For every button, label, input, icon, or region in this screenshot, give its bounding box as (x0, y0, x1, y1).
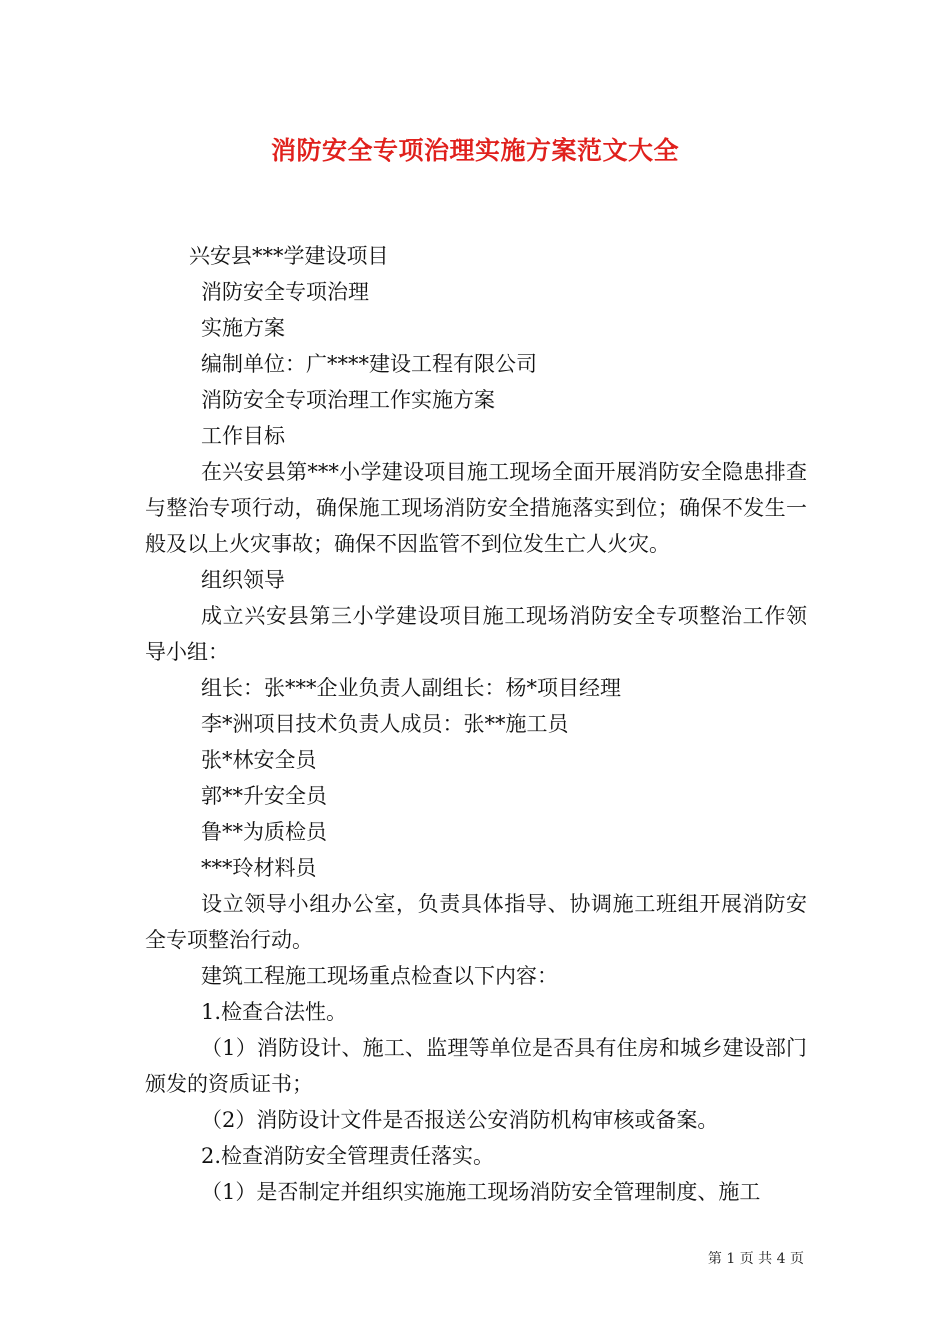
paragraph: 消防安全专项治理 (201, 280, 369, 304)
paragraph: 郭**升安全员 (201, 784, 327, 808)
paragraph: 组长：张***企业负责人副组长：杨*项目经理 (201, 676, 621, 700)
paragraph: 组织领导 (201, 568, 285, 592)
paragraph: 建筑工程施工现场重点检查以下内容： (201, 964, 558, 988)
paragraph: 兴安县***学建设项目 (189, 244, 389, 268)
paragraph: 设立领导小组办公室，负责具体指导、协调施工班组开展消防安全专项整治行动。 (145, 892, 807, 952)
paragraph: 李*洲项目技术负责人成员：张**施工员 (201, 712, 569, 736)
paragraph: 消防安全专项治理工作实施方案 (201, 388, 495, 412)
paragraph: 张*林安全员 (201, 748, 317, 772)
paragraph: 实施方案 (201, 316, 285, 340)
paragraph: 工作目标 (201, 424, 285, 448)
paragraph: ***玲材料员 (201, 856, 317, 880)
paragraph: （1）是否制定并组织实施施工现场消防安全管理制度、施工 (201, 1180, 761, 1204)
paragraph: 1.检查合法性。 (201, 1000, 348, 1024)
paragraph: （2）消防设计文件是否报送公安消防机构审核或备案。 (201, 1108, 719, 1132)
paragraph: （1）消防设计、施工、监理等单位是否具有住房和城乡建设部门颁发的资质证书； (145, 1036, 807, 1096)
paragraph: 成立兴安县第三小学建设项目施工现场消防安全专项整治工作领导小组： (145, 604, 807, 664)
document-title: 消防安全专项治理实施方案范文大全 (270, 136, 679, 165)
document-body (145, 238, 807, 1210)
paragraph: 鲁**为质检员 (201, 820, 327, 844)
paragraph: 在兴安县第***小学建设项目施工现场全面开展消防安全隐患排查与整治专项行动，确保施工现场消防安全措施落实到位；确保不发生一般及以上火灾事故；确保不因监管不到位发生亡人火灾。 (145, 460, 807, 556)
paragraph: 2.检查消防安全管理责任落实。 (201, 1144, 495, 1168)
page-footer: 第 1 页 共 4 页 (707, 1251, 804, 1267)
paragraph: 编制单位：广****建设工程有限公司 (201, 352, 537, 376)
